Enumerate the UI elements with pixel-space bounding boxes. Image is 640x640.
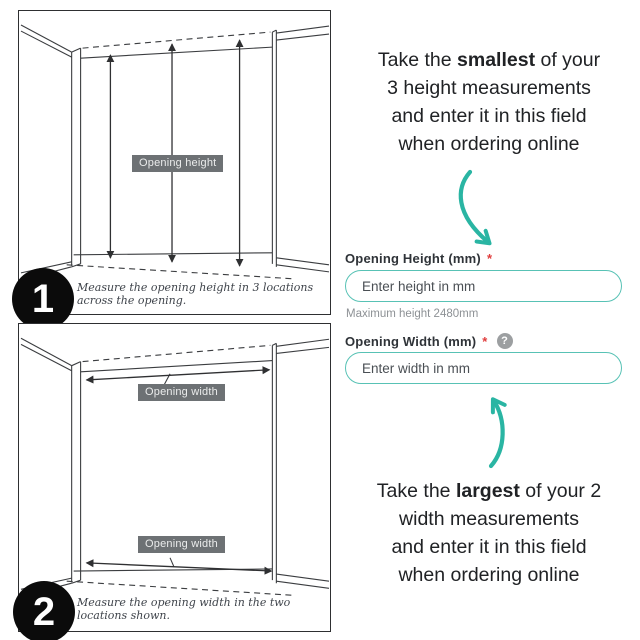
instruction-line: when ordering online	[398, 564, 580, 586]
width-instruction-text	[338, 477, 640, 589]
instruction-line: and enter it in this field	[391, 536, 587, 558]
instruction-line: Take the smallest of your	[377, 49, 601, 71]
required-asterisk: *	[482, 333, 488, 349]
max-height-helper-text: Maximum height 2480mm	[346, 308, 479, 320]
opening-width-field-label: Opening Width (mm) * ?	[345, 333, 513, 349]
instruction-line: and enter it in this field	[391, 105, 587, 127]
step2-badge: 2	[13, 581, 75, 640]
instruction-line: 3 height measurements	[387, 77, 591, 99]
curved-arrow-down-icon	[445, 164, 515, 256]
height-instruction-text	[338, 46, 640, 158]
height-measure-diagram	[18, 10, 331, 321]
opening-width-label-top: Opening width	[138, 384, 225, 401]
room-drawing-width	[19, 324, 330, 631]
opening-height-input[interactable]	[345, 270, 622, 302]
step2-caption: Measure the opening width in the two locations shown.	[77, 596, 291, 622]
height-measure-arrows	[110, 40, 239, 266]
step1-caption: Measure the opening height in 3 locations across the opening.	[77, 281, 314, 307]
step1-badge: 1	[12, 268, 74, 330]
width-measure-diagram	[18, 323, 331, 632]
opening-width-input[interactable]	[345, 352, 622, 384]
instruction-line: width measurements	[399, 508, 579, 530]
instruction-line: Take the largest of your 2	[376, 480, 602, 502]
opening-width-label-bottom: Opening width	[138, 536, 225, 553]
curved-arrow-up-icon	[465, 388, 525, 472]
instruction-line: when ordering online	[398, 133, 580, 155]
opening-height-label: Opening height	[132, 155, 223, 172]
opening-height-field-label: Opening Height (mm) *	[345, 251, 493, 266]
help-icon[interactable]: ?	[497, 333, 513, 349]
required-asterisk: *	[486, 251, 493, 266]
